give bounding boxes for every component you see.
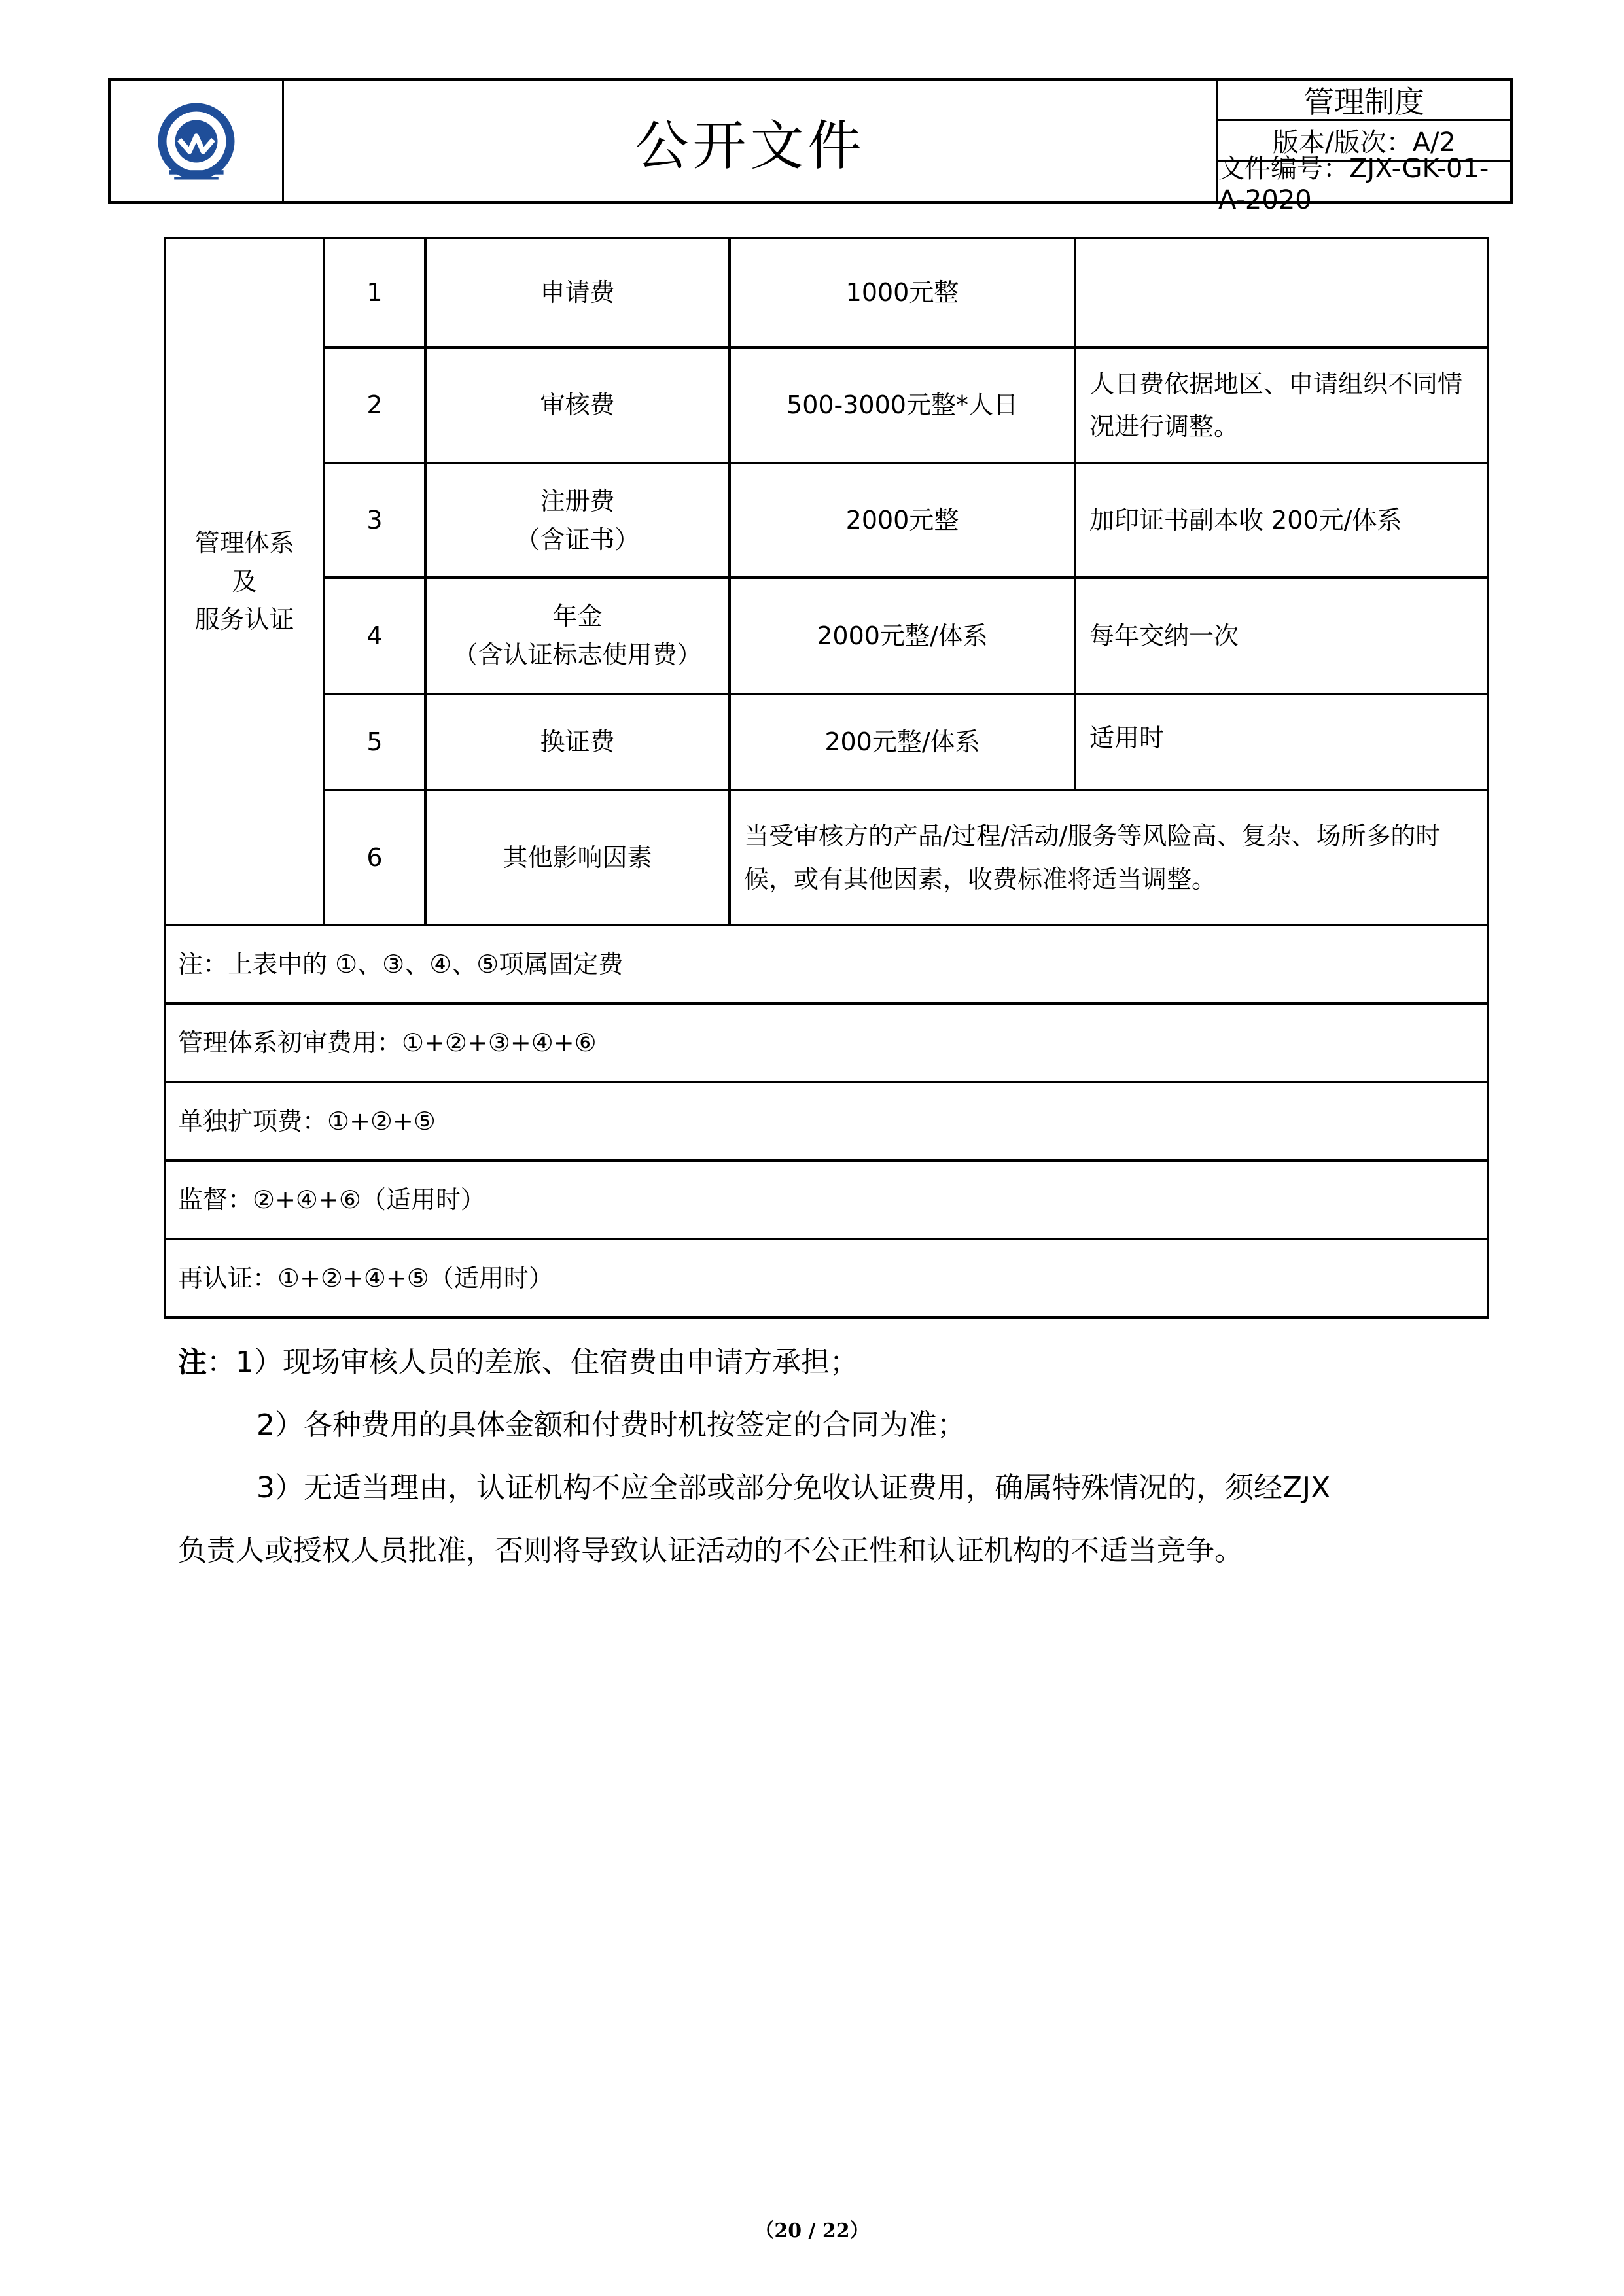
table-row [165,347,1488,463]
document-meta [1216,81,1510,215]
footnote-text: 负责人或授权人员批准，否则将导致认证活动的不公正性和认证机构的不适当竞争。 [178,1534,1243,1567]
fee-item-line: 年金 [552,602,603,631]
table-row [165,238,1488,347]
initial-audit-fee-formula: 管理体系初审费用：①+②+③+④+⑥ [165,1003,1488,1082]
company-logo-icon [154,99,239,184]
fee-item-line: （含认证标志使用费） [453,640,702,669]
table-row [165,790,1488,925]
row-number: 3 [324,463,425,578]
table-row [165,578,1488,694]
scope-extension-fee-formula: 单独扩项费：①+②+⑤ [165,1082,1488,1160]
fee-item [425,463,730,578]
table-row [165,1082,1488,1160]
fee-amount: 1000元整 [730,238,1075,347]
fee-remark: 适用时 [1075,694,1488,790]
footnotes [178,1331,1493,1582]
fee-remark [1075,238,1488,347]
fee-remark: 加印证书副本收 200元/体系 [1075,463,1488,578]
recertification-fee-formula: 再认证：①+②+④+⑤（适用时） [165,1239,1488,1317]
footnote-1 [178,1331,1493,1394]
fee-item: 审核费 [425,347,730,463]
doc-version: 版本/版次：A/2 [1218,121,1510,161]
table-row [165,694,1488,790]
doc-type: 管理制度 [1218,81,1510,121]
doc-number: 文件编号：ZJX-GK-01-A-2020 [1218,153,1489,215]
document-title: 公开文件 [635,114,866,177]
table-row [165,1160,1488,1239]
fee-item [425,578,730,694]
category-line: 及 [232,566,257,596]
row-number: 4 [324,578,425,694]
table-row [165,1003,1488,1082]
fee-item: 换证费 [425,694,730,790]
category-line: 服务认证 [194,605,294,635]
footnote-text: ：1）现场审核人员的差旅、住宿费由申请方承担； [207,1346,858,1379]
footnote-text: 2）各种费用的具体金额和付费时机按签定的合同为准； [256,1408,966,1442]
footnote-text: 3）无适当理由，认证机构不应全部或部分免收认证费用，确属特殊情况的，须经ZJX [256,1471,1331,1505]
footnote-3 [178,1457,1493,1520]
fee-table [164,237,1489,1319]
fee-item-line: 注册费 [540,486,615,515]
footnote-2 [178,1394,1493,1457]
fee-amount: 500-3000元整*人日 [730,347,1075,463]
row-number: 1 [324,238,425,347]
row-number: 2 [324,347,425,463]
category-cell [165,238,324,925]
fee-item: 申请费 [425,238,730,347]
footnote-label: 注 [178,1346,207,1379]
fee-item: 其他影响因素 [425,790,730,925]
document-header [108,78,1513,215]
category-line: 管理体系 [194,528,294,557]
fee-item-line: （含证书） [515,525,640,554]
table-row [165,925,1488,1003]
row-number: 6 [324,790,425,925]
footnote-3-cont [178,1520,1493,1582]
row-number: 5 [324,694,425,790]
logo [111,81,284,201]
fee-amount: 2000元整 [730,463,1075,578]
fee-remark: 人日费依据地区、申请组织不同情况进行调整。 [1075,347,1488,463]
fee-remark-merged: 当受审核方的产品/过程/活动/服务等风险高、复杂、场所多的时候，或有其他因素，收费标准将适当调整。 [730,790,1488,925]
fee-remark: 每年交纳一次 [1075,578,1488,694]
table-row [165,1239,1488,1317]
surveillance-fee-formula: 监督：②+④+⑥（适用时） [165,1160,1488,1239]
fee-amount: 200元整/体系 [730,694,1075,790]
fee-amount: 2000元整/体系 [730,578,1075,694]
table-row [165,463,1488,578]
fixed-fee-note: 注：上表中的 ①、③、④、⑤项属固定费 [165,925,1488,1003]
page-number: （20 / 22） [754,2219,870,2242]
